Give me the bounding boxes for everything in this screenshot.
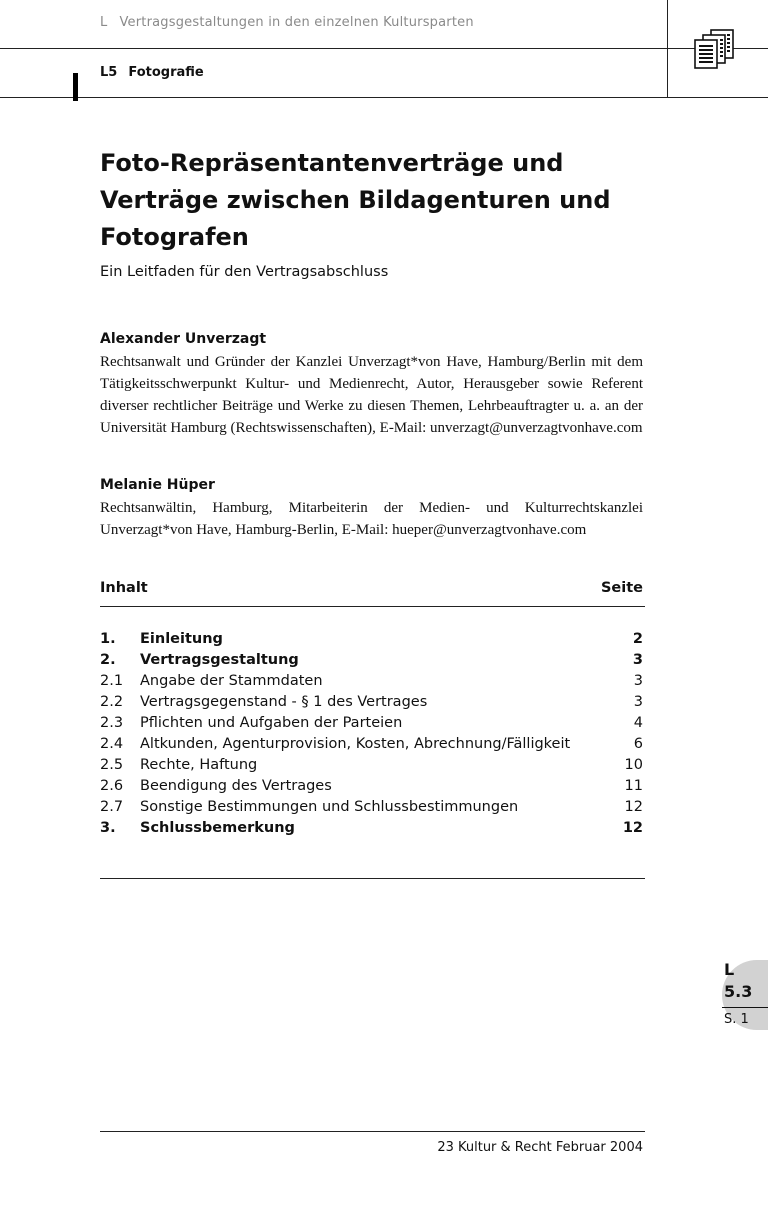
toc-title: Beendigung des Vertrages	[140, 778, 332, 794]
toc-title: Vertragsgegenstand - § 1 des Vertrages	[140, 694, 428, 710]
side-tab-letter: L	[724, 960, 735, 979]
toc-page: 12	[622, 820, 643, 836]
side-tab-number: 5.3	[724, 982, 753, 1001]
author-bio: Rechtsanwalt und Gründer der Kanzlei Unverzagt*von Have, Hamburg/Berlin mit dem Tätigkeitsschwerpunkt Kultur- und Medienrecht, Autor, Herausgeber sowie Referent diverser rechtlicher Beiträge und Werke zu diesen Themen, Lehrbeauftragter u. a. an der Universität Hamburg (Rechtswissenschaften), E-Mail: unverzagt@unverzagtvonhave.com	[100, 354, 643, 436]
toc-number: 2.	[100, 652, 116, 668]
toc-entry[interactable]	[100, 713, 643, 734]
header-divider	[667, 0, 668, 98]
toc-page: 2	[632, 631, 643, 647]
toc-number: 2.1	[100, 673, 124, 689]
header-rule-top	[0, 48, 768, 49]
toc-page: 3	[633, 673, 643, 689]
toc-title: Vertragsgestaltung	[140, 652, 299, 668]
toc-entry[interactable]	[100, 629, 643, 650]
section-header	[100, 65, 204, 80]
toc-entry[interactable]	[100, 734, 643, 755]
toc-page: 6	[633, 736, 643, 752]
toc-number: 2.4	[100, 736, 124, 752]
section-code: L5	[100, 65, 118, 80]
footer-rule	[100, 1131, 645, 1132]
toc-number: 1.	[100, 631, 116, 647]
toc-title: Einleitung	[140, 631, 223, 647]
author-name: Alexander Unverzagt	[100, 331, 267, 347]
toc-title: Schlussbemerkung	[140, 820, 295, 836]
toc-heading: Inhalt	[100, 580, 148, 596]
footer-text: 23 Kultur & Recht Februar 2004	[437, 1140, 643, 1155]
toc-entry[interactable]	[100, 650, 643, 671]
toc-entry[interactable]	[100, 797, 643, 818]
toc-page: 11	[624, 778, 643, 794]
running-header	[100, 15, 474, 30]
toc-title: Altkunden, Agenturprovision, Kosten, Abrechnung/Fälligkeit	[140, 736, 571, 752]
toc-number: 2.3	[100, 715, 124, 731]
toc-page-heading: Seite	[600, 580, 643, 596]
toc-number: 3.	[100, 820, 116, 836]
toc-number: 2.5	[100, 757, 124, 773]
toc-entry[interactable]	[100, 671, 643, 692]
toc-page: 12	[624, 799, 643, 815]
toc-title: Rechte, Haftung	[140, 757, 258, 773]
section-marker	[73, 73, 78, 101]
author-name: Melanie Hüper	[100, 477, 215, 493]
toc-title: Pflichten und Aufgaben der Parteien	[140, 715, 403, 731]
author-bio: Rechtsanwältin, Hamburg, Mitarbeiterin der Medien- und Kulturrechtskanzlei Unverzagt*von Have, Hamburg-Berlin, E-Mail: hueper@unverzagtvonhave.com	[100, 500, 643, 538]
chapter-letter: L	[100, 15, 108, 30]
article-title: Foto-Repräsentantenverträge und Verträge zwischen Bildagenturen und Fotografen	[100, 149, 611, 251]
toc-rule-top	[100, 606, 645, 607]
document-stack-icon	[693, 28, 737, 72]
toc-title: Sonstige Bestimmungen und Schlussbestimmungen	[140, 799, 519, 815]
side-tab-divider	[722, 1007, 768, 1008]
toc-page: 3	[632, 652, 643, 668]
toc-number: 2.7	[100, 799, 124, 815]
toc-page: 10	[624, 757, 643, 773]
toc-entry[interactable]	[100, 776, 643, 797]
table-of-contents	[100, 629, 643, 839]
toc-entry[interactable]	[100, 755, 643, 776]
header-rule-bottom	[0, 97, 768, 98]
toc-page: 3	[633, 694, 643, 710]
toc-page: 4	[633, 715, 643, 731]
toc-entry[interactable]	[100, 692, 643, 713]
side-tab-page: S. 1	[724, 1012, 749, 1027]
toc-rule-bottom	[100, 878, 645, 879]
toc-number: 2.2	[100, 694, 124, 710]
chapter-title: Vertragsgestaltungen in den einzelnen Kultursparten	[119, 15, 474, 30]
toc-title: Angabe der Stammdaten	[140, 673, 323, 689]
section-title: Fotografie	[128, 65, 204, 80]
toc-number: 2.6	[100, 778, 124, 794]
toc-entry[interactable]	[100, 818, 643, 839]
article-subtitle: Ein Leitfaden für den Vertragsabschluss	[100, 264, 389, 280]
